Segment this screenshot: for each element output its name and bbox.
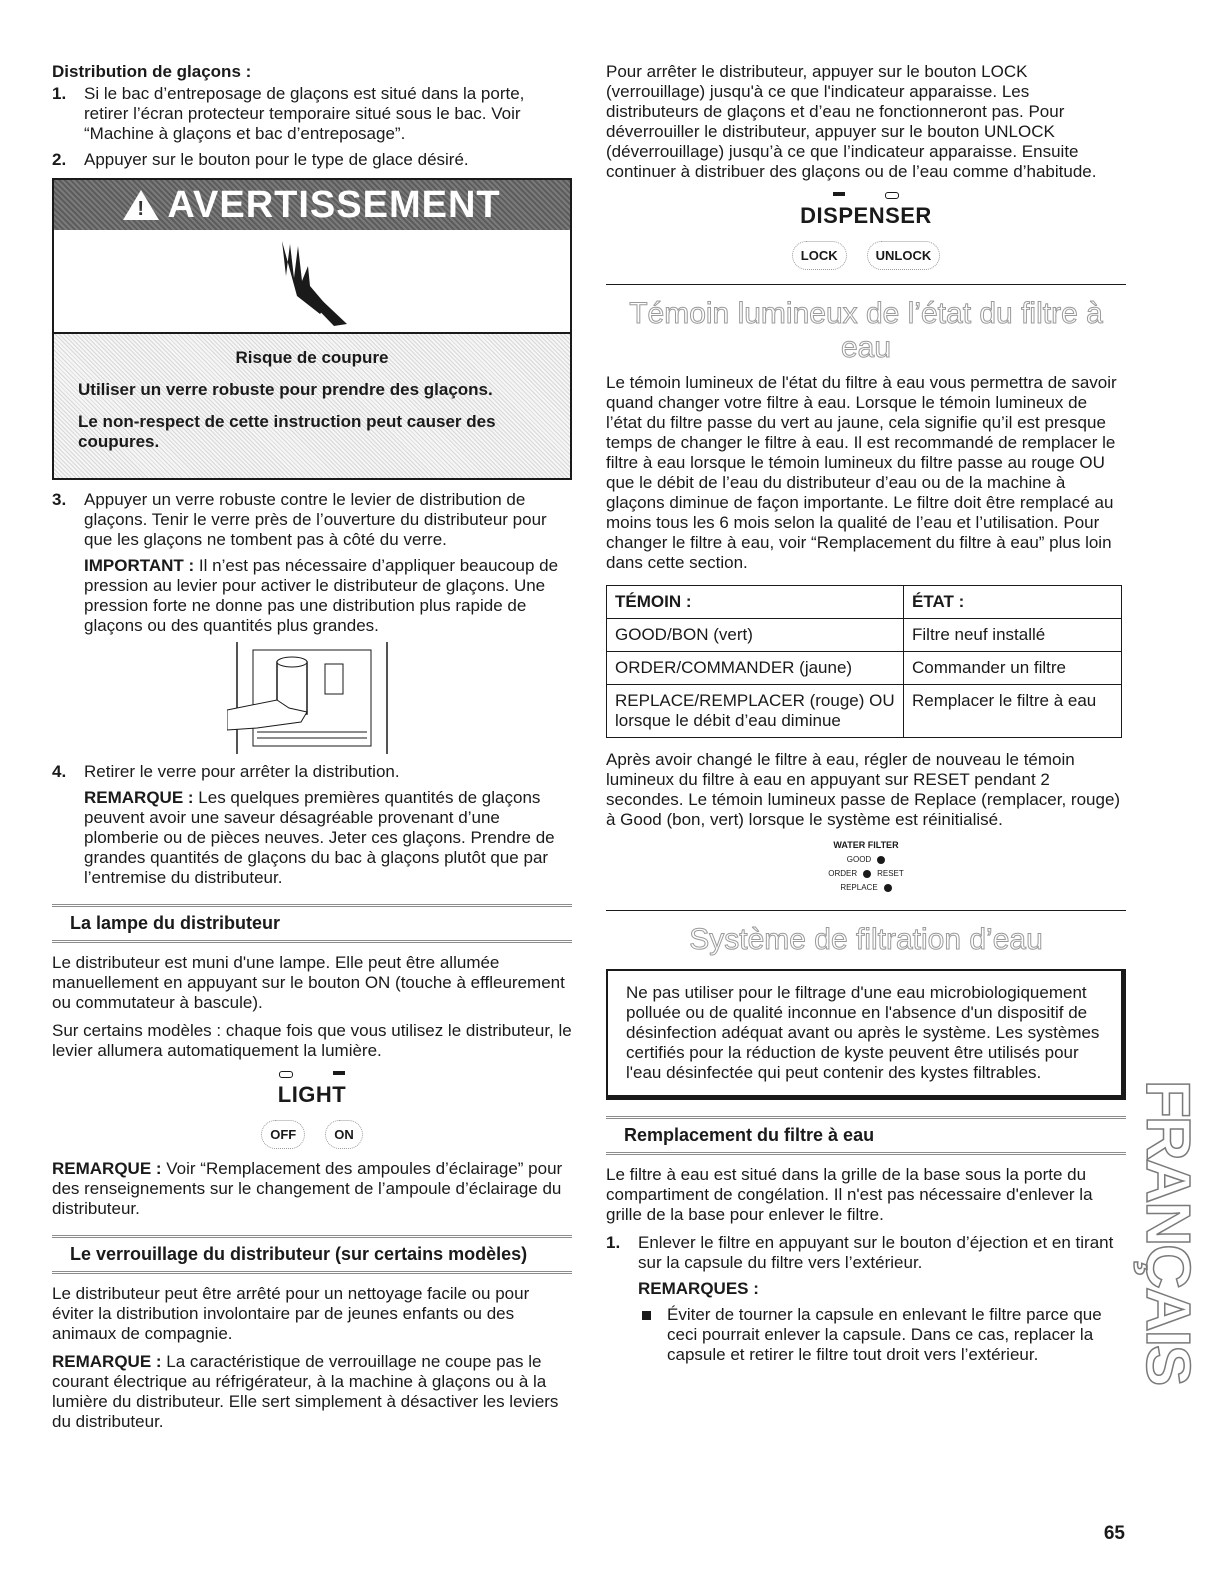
- dispenser-buttons: [606, 241, 1126, 270]
- filtration-notice-text: Ne pas utiliser pour le filtrage d'une eau microbiologiquement polluée ou de qualité inconnue en l'absence d'un dispositif de désinfection adéquat avant ou après le système. Les systèmes certifiés pour la réduction de kyste peuvent être utilisés pour l'eau désinfectée qui peut contenir des kystes filtrables.: [626, 983, 1100, 1082]
- warning-header: [54, 180, 570, 230]
- on-indicator-icon: [333, 1071, 345, 1075]
- order-row: [606, 869, 1126, 878]
- remarque-text: Les quelques premières quantités de glaçons peuvent avoir une saveur désagréable provenant d’une plomberie ou de pièces neuves. Jeter ces glaçons. Prendre de grandes quantités de glaçons du bac à glaçons plutôt que par l’entremise du distributeur.: [84, 788, 555, 887]
- table-cell: ORDER/COMMANDER (jaune): [607, 652, 904, 685]
- table-header-row: [607, 586, 1122, 619]
- remarque-note-1: [84, 788, 572, 888]
- remarques-label-text: REMARQUES :: [638, 1279, 759, 1298]
- warning-title: Risque de coupure: [235, 348, 389, 367]
- remarque-label: REMARQUE :: [84, 788, 194, 807]
- step-number: 2.: [52, 150, 67, 169]
- lock-paragraph-2: Pour arrêter le distributeur, appuyer sur le bouton LOCK (verrouillage) jusqu'à ce que l'indicateur apparaisse. Les distributeurs de glaçons et d’eau ne fonctionneront pas. Pour déverrouiller le distributeur, appuyer sur le bouton UNLOCK (déverrouillage) jusqu’à ce que l’indicateur apparaisse. Ensuite continuer à distribuer des glaçons ou de l’eau comme d’habitude.: [606, 62, 1097, 181]
- step-number: 1.: [52, 84, 67, 103]
- remarques-bullet-1: [638, 1305, 1126, 1365]
- table-header-temoin: TÉMOIN :: [607, 586, 904, 619]
- order-led-icon: [863, 870, 871, 878]
- remarques-label: [638, 1279, 1126, 1299]
- replace-label: REPLACE: [840, 883, 878, 892]
- warning-box: [52, 178, 572, 480]
- good-led-icon: [877, 856, 885, 864]
- water-filter-title: WATER FILTER: [833, 840, 899, 850]
- bullet-square-icon: [642, 1311, 651, 1320]
- table-row: [607, 619, 1122, 652]
- warning-line-2: Le non-respect de cette instruction peut causer des coupures.: [78, 412, 496, 451]
- table-cell: REPLACE/REMPLACER (rouge) OU lorsque le débit d’eau diminue: [607, 685, 904, 738]
- warning-line-1: Utiliser un verre robuste pour prendre des glaçons.: [78, 380, 493, 399]
- step-1: [52, 84, 572, 144]
- step-text: Enlever le filtre en appuyant sur le bouton d’éjection et en tirant sur la capsule du filtre vers l’extérieur.: [638, 1233, 1114, 1272]
- page-number: 65: [1103, 1523, 1125, 1544]
- remarque-text: Voir “Remplacement des ampoules d’éclairage” pour des renseignements sur le changement de l’ampoule d’éclairage du distributeur.: [52, 1159, 563, 1218]
- light-panel-title: LIGHT: [277, 1082, 347, 1107]
- step-text: Appuyer sur le bouton pour le type de glace désiré.: [84, 150, 469, 169]
- warning-triangle-icon: !: [123, 190, 159, 220]
- light-buttons: [52, 1120, 572, 1149]
- warning-header-text: AVERTISSEMENT: [167, 183, 501, 226]
- step-text: Retirer le verre pour arrêter la distribution.: [84, 762, 400, 781]
- light-off-button[interactable]: OFF: [261, 1120, 305, 1149]
- table-cell: Remplacer le filtre à eau: [904, 685, 1122, 738]
- reset-button[interactable]: RESET: [877, 869, 904, 878]
- dispenser-panel-title: DISPENSER: [800, 203, 932, 228]
- filter-status-paragraph-1: Le témoin lumineux de l'état du filtre à eau vous permettra de savoir quand changer votre filtre à eau. Lorsque le témoin lumineux de l’état du filtre passe du vert au jaune, cela signifie qu’il est presque temps de changer le filtre à eau. Il est recommandé de remplacer le filtre à eau lorsque le témoin lumineux du filtre passe au rouge OU que le débit de l’eau du distributeur d’eau ou de la machine à glaçons diminue de façon importante. Le filtre doit être remplacé au moins tous les 6 mois selon la qualité de l’eau et l’utilisation. Pour changer le filtre à eau, voir “Remplacement du filtre à eau” plus loin dans cette section.: [606, 373, 1117, 572]
- filter-status-paragraph-2: Après avoir changé le filtre à eau, régler de nouveau le témoin lumineux du filtre à eau en appuyant sur RESET pendant 2 secondes. Le témoin lumineux passe de Replace (remplacer, rouge) à Good (bon, vert) lorsque le système est réinitialisé.: [606, 750, 1121, 829]
- off-indicator-icon: [279, 1071, 293, 1078]
- water-filter-panel: [606, 840, 1126, 892]
- replace-filter-heading: Remplacement du filtre à eau: [606, 1116, 1126, 1155]
- replace-row: [606, 883, 1126, 892]
- filter-status-table: [606, 585, 1122, 738]
- section-divider: [606, 284, 1126, 285]
- light-on-button[interactable]: ON: [325, 1120, 363, 1149]
- remarque-text: La caractéristique de verrouillage ne coupe pas le courant électrique au réfrigérateur, à la machine à glaçons ou à la lumière du distributeur. Elle sert simplement à désactiver les leviers du distributeur.: [52, 1352, 559, 1431]
- table-cell: GOOD/BON (vert): [607, 619, 904, 652]
- step-number: 1.: [606, 1233, 621, 1252]
- lamp-paragraph-2: Sur certains modèles : chaque fois que vous utilisez le distributeur, le levier allumera automatiquement la lumière.: [52, 1021, 572, 1060]
- table-header-etat: ÉTAT :: [904, 586, 1122, 619]
- left-column: [52, 62, 572, 1432]
- step-4: [52, 762, 572, 782]
- hand-cut-icon: [252, 236, 372, 326]
- order-label: ORDER: [828, 869, 858, 878]
- glass-lever-drawing: [227, 642, 397, 754]
- table-row: [607, 685, 1122, 738]
- lock-section-heading: Le verrouillage du distributeur (sur certains modèles): [52, 1235, 572, 1274]
- light-control-panel: [52, 1071, 572, 1149]
- lock-button[interactable]: LOCK: [792, 241, 847, 270]
- right-column: [606, 62, 1126, 1365]
- step-number: 3.: [52, 490, 67, 509]
- remarque-label: REMARQUE :: [52, 1352, 162, 1371]
- bullet-text: Éviter de tourner la capsule en enlevant le filtre parce que ceci pourrait enlever la capsule. Dans ce cas, replacer la capsule et retirer le filtre tout droit vers l’extérieur.: [667, 1305, 1102, 1364]
- remarque-label: REMARQUE :: [52, 1159, 162, 1178]
- warning-body: [54, 334, 570, 478]
- table-row: [607, 652, 1122, 685]
- step-3: [52, 490, 572, 550]
- unlock-indicator-icon: [885, 192, 899, 199]
- important-note: [84, 556, 572, 636]
- step-number: 4.: [52, 762, 67, 781]
- filter-status-heading: Témoin lumineux de l’état du filtre à eau: [629, 297, 1103, 364]
- dispenser-control-panel: [606, 192, 1126, 270]
- remarque-note-2: [52, 1159, 572, 1219]
- lock-paragraph-1: Le distributeur peut être arrêté pour un nettoyage facile ou pour éviter la distribution involontaire par de jeunes enfants ou des animaux de compagnie.: [52, 1284, 530, 1343]
- replace-filter-paragraph: Le filtre à eau est situé dans la grille de la base sous la porte du compartiment de congélation. Il n'est pas nécessaire d'enlever la grille de la base pour enlever le filtre.: [606, 1165, 1093, 1224]
- table-cell: Commander un filtre: [904, 652, 1122, 685]
- important-label: IMPORTANT :: [84, 556, 195, 575]
- step-text: Si le bac d’entreposage de glaçons est situé dans la porte, retirer l’écran protecteur temporaire situé sous le bac. Voir “Machine à glaçons et bac d’entreposage”.: [84, 84, 525, 143]
- filtration-heading: Système de filtration d’eau: [689, 923, 1043, 956]
- light-indicators: [52, 1071, 572, 1078]
- replace-step-1: [606, 1233, 1126, 1273]
- good-row: [606, 855, 1126, 864]
- step-2: [52, 150, 572, 170]
- table-cell: Filtre neuf installé: [904, 619, 1122, 652]
- step-text: Appuyer un verre robuste contre le levier de distribution de glaçons. Tenir le verre près de l’ouverture du distributeur pour que les glaçons ne tombent pas à côté du verre.: [84, 490, 547, 549]
- dispenser-indicators: [606, 192, 1126, 199]
- lock-indicator-icon: [833, 192, 845, 196]
- ice-dispensing-heading: Distribution de glaçons :: [52, 62, 252, 81]
- unlock-button[interactable]: UNLOCK: [867, 241, 941, 270]
- remarque-note-3: [52, 1352, 572, 1432]
- lamp-paragraph-1: Le distributeur est muni d'une lampe. Elle peut être allumée manuellement en appuyant sur le bouton ON (touche à effleurement ou commutateur à bascule).: [52, 953, 565, 1012]
- language-side-tab: FRANÇAIS: [1133, 1080, 1202, 1385]
- good-label: GOOD: [846, 855, 872, 864]
- filtration-notice-box: [606, 969, 1126, 1100]
- cut-hazard-pictogram: [54, 230, 570, 334]
- replace-led-icon: [884, 884, 892, 892]
- section-divider: [606, 910, 1126, 911]
- important-text: Il n’est pas nécessaire d’appliquer beaucoup de pression au levier pour activer le distributeur de glaçons. Une pression forte ne donne pas une distribution plus rapide de glaçons ou des quantités plus grandes.: [84, 556, 559, 635]
- lamp-section-heading: La lampe du distributeur: [52, 904, 572, 943]
- glass-dispenser-illustration: [52, 642, 572, 754]
